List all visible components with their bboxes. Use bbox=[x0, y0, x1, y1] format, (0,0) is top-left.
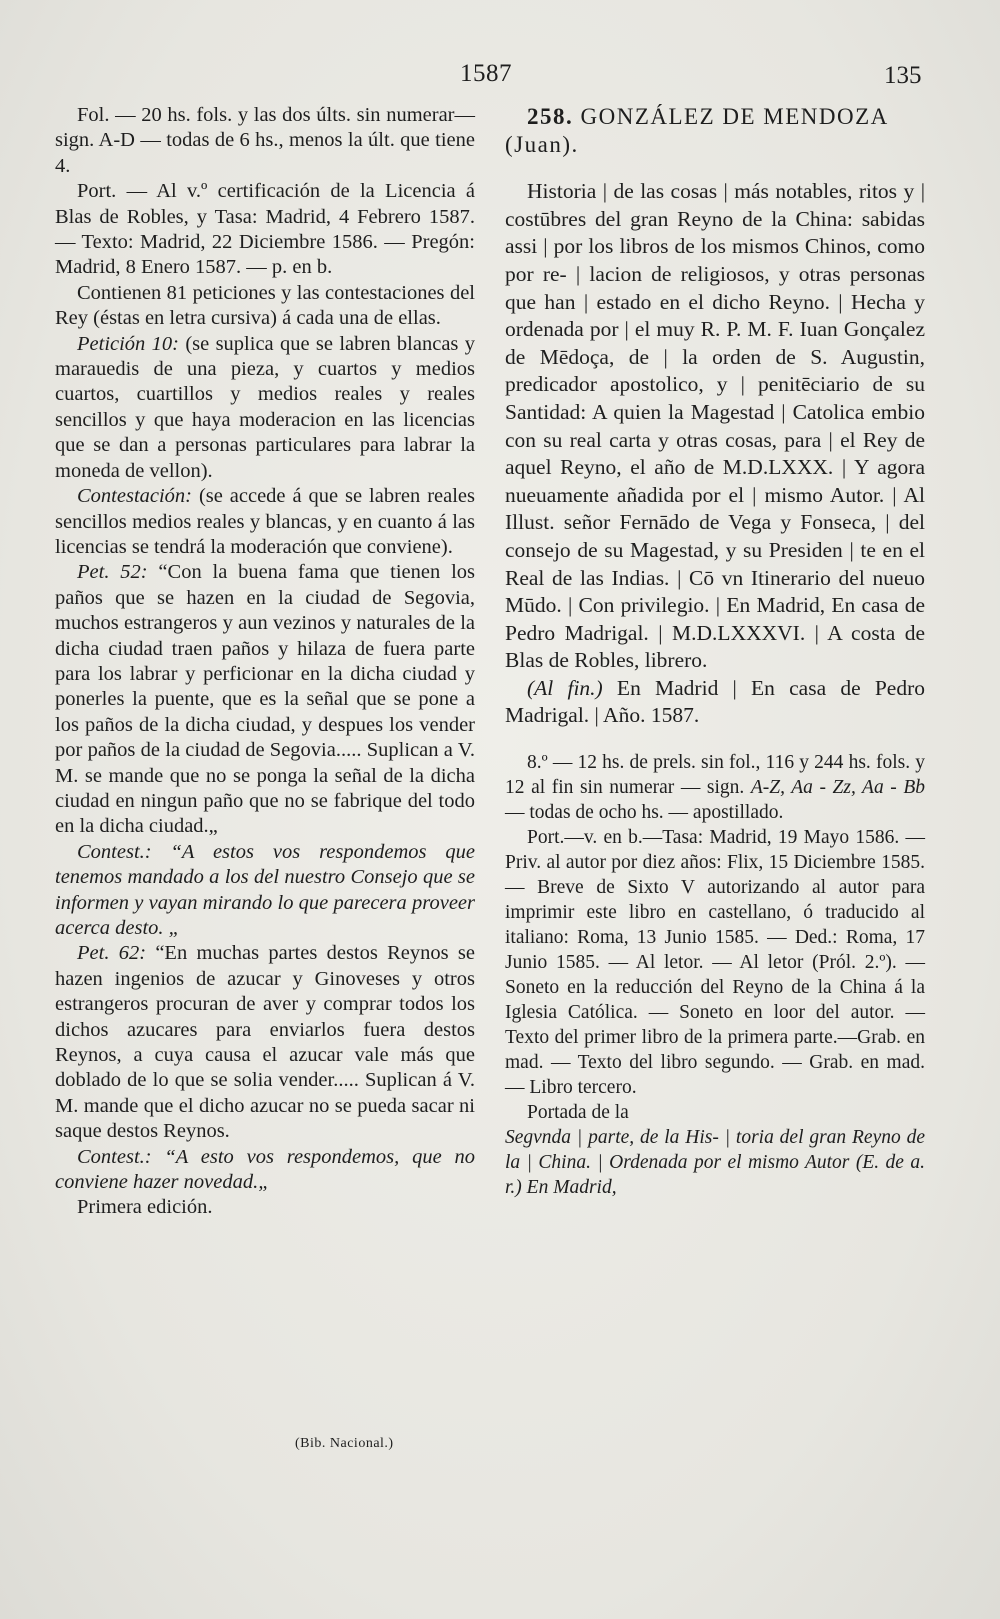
petition-52 bbox=[55, 560, 475, 839]
left-column bbox=[55, 103, 475, 1221]
colophon-text: En Madrid | En casa de Pedro Madrigal. | Año. 1587. bbox=[505, 675, 926, 728]
petitions-summary: Contienen 81 peticiones y las contestaciones del Rey (éstas en letra cursiva) á cada una de ellas. bbox=[55, 281, 475, 330]
answer-62 bbox=[55, 1145, 475, 1196]
answer-62-text: “A esto vos respondemos, que no conviene hazer novedad.„ bbox=[55, 1145, 475, 1194]
answer-52 bbox=[55, 840, 475, 942]
answer-10-text: (se accede á que se labren reales sencillos medios reales y blancas, y en cuanto á las licencias se tendrá la moderación que conviene). bbox=[55, 485, 475, 558]
library-reference: (Bib. Nacional.) bbox=[295, 1436, 394, 1451]
description-block bbox=[505, 750, 925, 1200]
petition-52-text: “Con la buena fama que tienen los paños que se hazen en la ciudad de Segovia, muchos estrangeros y aun vezinos y naturales de la dicha ciudad traen paños y hilaza de fuera parte para los labrar y perficionar en la dicha ciudad y ponerles la puente, que es la señal que se pone a los paños de la dicha ciudad, y despues los vender por paños de la ciudad de Segovia..... Suplican a V. M. se mande que no se ponga la señal de la dicha ciudad en ningun paño que no se fabrique del todo en la dicha ciudad.„ bbox=[55, 561, 475, 838]
colophon bbox=[505, 675, 925, 730]
petition-62 bbox=[55, 941, 475, 1144]
running-header-year: 1587 bbox=[460, 60, 512, 87]
answer-52-label: Contest.: bbox=[77, 840, 152, 863]
description-signatures: A-Z, Aa - Zz, Aa - Bb bbox=[750, 777, 925, 799]
page-number: 135 bbox=[884, 62, 922, 89]
entry-author: GONZÁLEZ DE MENDOZA (Juan). bbox=[505, 104, 888, 157]
edition-note: Primera edición. bbox=[77, 1196, 213, 1219]
entry-number: 258. bbox=[527, 104, 574, 129]
spacer bbox=[505, 158, 925, 178]
answer-62-label: Contest.: bbox=[77, 1145, 152, 1168]
description-collation-a: 8.º — 12 hs. de prels. sin fol., 116 y 244 hs. fols. y 12 al fin sin numerar — sign. bbox=[505, 752, 925, 799]
petition-10-label: Petición 10: bbox=[77, 332, 179, 355]
entry-heading bbox=[505, 103, 925, 158]
description-collation bbox=[505, 750, 925, 825]
answer-52-text: “A estos vos respondemos que tenemos mandado a los del nuestro Consejo que se informen y vayan mirando lo que parecera proveer acerca desto. „ bbox=[55, 840, 475, 939]
description-second-part-label: Portada de la bbox=[527, 1102, 629, 1124]
description-contents: Port.—v. en b.—Tasa: Madrid, 19 Mayo 1586. — Priv. al autor por diez años: Flix, 15 Diciembre 1585. — Breve de Sixto V autorizando al autor para imprimir este libro en castellano, ó traducido al italiano: Roma, 13 Junio 1585. — Ded.: Roma, 17 Junio 1585. — Al letor. — Al letor (Pról. 2.º). — Soneto en la reducción del Reyno de la China á la Iglesia Católica. — Soneto en loor del autor. — Texto del primer libro de la primera parte.—Grab. en mad. — Texto del libro segundo. — Grab. en mad. — Libro tercero. bbox=[505, 827, 925, 1099]
contents-paragraph: Port. — Al v.º certificación de la Licencia á Blas de Robles, y Tasa: Madrid, 4 Febrero 1587. — Texto: Madrid, 22 Diciembre 1586. — Pregón: Madrid, 8 Enero 1587. — p. en b. bbox=[55, 180, 475, 279]
answer-10 bbox=[55, 484, 475, 560]
spacer bbox=[505, 730, 925, 750]
petition-62-text: “En muchas partes destos Reynos se hazen ingenios de azucar y Ginoveses y otros estrangeros procuran de aver y comprar todos los dichos azucares para enviarlos fuera destos Reynos, a cuya causa el azucar vale más que doblado de lo que se solia vender..... Suplican á V. M. mande que el dicho azucar no se pueda sacar ni saque destos Reynos. bbox=[55, 942, 475, 1143]
petition-10-text: (se suplica que se labren blancas y marauedis de una pieza, y cuartos y medios cuartos, cuartillos y medios reales y reales sencillos y que haya moderacion en las licencias que se dan a personas particulares para labrar la moneda de vellon). bbox=[55, 332, 475, 482]
description-second-part-title bbox=[505, 1125, 925, 1200]
right-column bbox=[505, 103, 925, 1200]
book-title: Historia | de las cosas | más notables, ritos y | costūbres del gran Reyno de la China: sabidas assi | por los libros de los mismos Chinos, como por re- | lacion de religiosos, y otras personas que han | estado en el dicho Reyno. | Hecha y ordenada por | el muy R. P. M. F. Iuan Gonçalez de Mēdoça, de | la orden de S. Augustin, predicador apostolico, y | penitēciario de su Santidad: A quien la Magestad | Catolica embio con su real carta y otras cosas, para | el Rey de aquel Reyno, el año de M.D.LXXX. | Y agora nueuamente añadida por el | mismo Autor. | Al Illust. señor Fernādo de Vega y Fonseca, | del consejo de su Magestad, y su Presiden | te en el Real de las Indias. | Cō vn Itinerario del nueuo Mūdo. | Con privilegio. | En Madrid, En casa de Pedro Madrigal. | M.D.LXXXVI. | A costa de Blas de Robles, librero. bbox=[505, 179, 925, 673]
second-part-title: Segvnda | parte, de la His- | toria del gran Reyno de la | China. | Ordenada por el mismo Autor (E. de a. r.) En Madrid, bbox=[505, 1127, 925, 1199]
collation-paragraph: Fol. — 20 hs. fols. y las dos últs. sin numerar—sign. A-D — todas de 6 hs., menos la últ. que tiene 4. bbox=[55, 104, 475, 177]
colophon-label: (Al fin.) bbox=[527, 675, 603, 700]
petition-10 bbox=[55, 332, 475, 484]
petition-62-label: Pet. 62: bbox=[77, 942, 147, 965]
answer-10-label: Contestación: bbox=[77, 485, 193, 508]
description-collation-b: — todas de ocho hs. — apostillado. bbox=[505, 802, 784, 824]
petition-52-label: Pet. 52: bbox=[77, 561, 148, 584]
